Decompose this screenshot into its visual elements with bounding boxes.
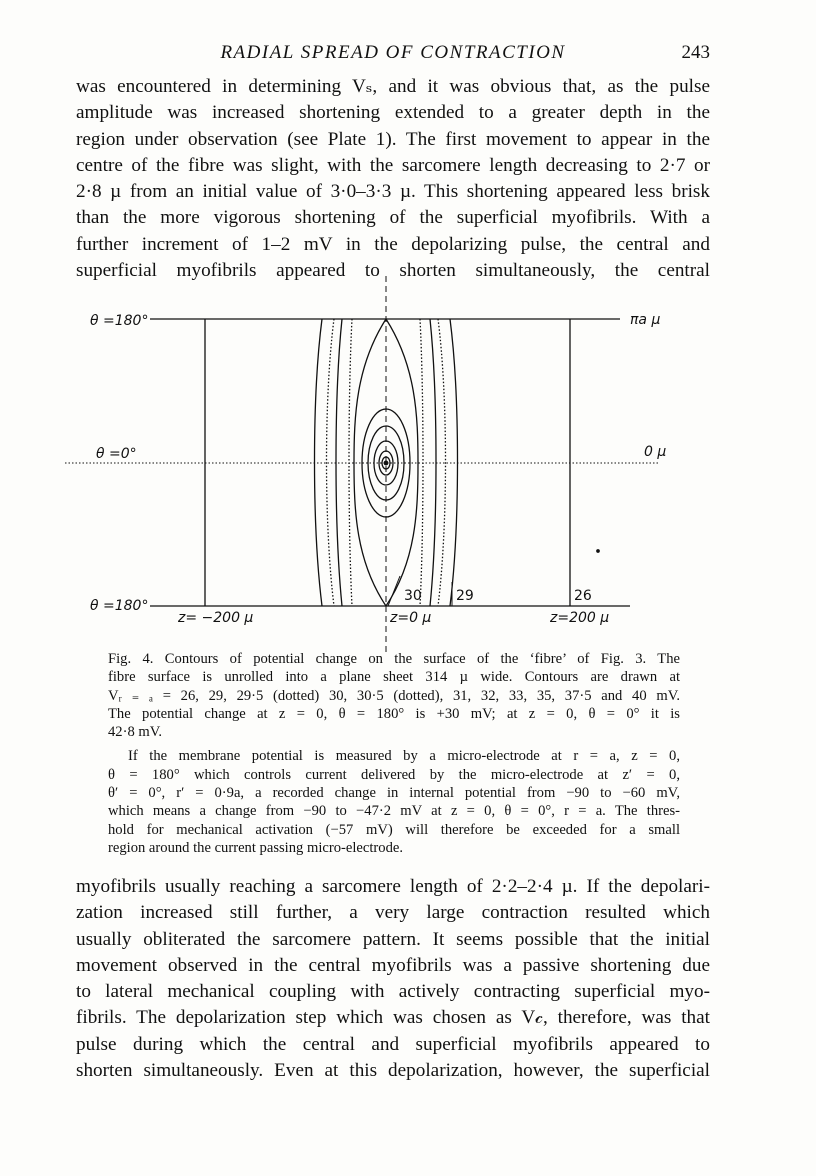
caption-line: Vᵣ ₌ ₐ = 26, 29, 29·5 (dotted) 30, 30·5 (dotted), 31, 32, 33, 35, 37·5 and 40 mV. (108, 687, 680, 704)
label-theta-0: θ =0° (96, 446, 137, 462)
caption-note-line: region around the current passing micro-electrode. (108, 839, 404, 856)
label-zero-micron: 0 µ (644, 444, 667, 460)
page-number: 243 (681, 42, 710, 63)
text-line: centre of the fibre was slight, with the sarcomere length decreasing to 2·7 or (76, 154, 710, 176)
text-line: myofibrils usually reaching a sarcomere length of 2·2–2·4 µ. If the depolari- (76, 876, 710, 897)
electrode-point (384, 461, 388, 465)
label-theta-180-top: θ =180° (90, 313, 149, 329)
text-line: than the more vigorous shortening of the superficial myofibrils. With a (76, 207, 710, 229)
caption-note-line: which means a change from −90 to −47·2 mV at z = 0, θ = 0°, r = a. The thres- (108, 803, 680, 820)
running-title: RADIAL SPREAD OF CONTRACTION (220, 42, 566, 63)
text-line: fibrils. The depolarization step which was chosen as V𝒸, therefore, was that (76, 1007, 710, 1029)
caption-note-line: If the membrane potential is measured by a micro-electrode at r = a, z = 0, (128, 748, 680, 765)
text-line: movement observed in the central myofibrils was a passive shortening due (76, 954, 710, 976)
label-z-zero: z=0 µ (390, 610, 432, 626)
text-line: region under observation (see Plate 1). The first movement to appear in the (76, 128, 710, 150)
figure-contour-plot (60, 276, 667, 652)
text-line: 2·8 µ from an initial value of 3·0–3·3 µ. This shortening appeared less brisk (76, 181, 710, 203)
text-line: amplitude was increased shortening extended to a greater depth in the (76, 102, 710, 124)
label-pi-a: πa µ (630, 312, 661, 328)
caption-note-line: hold for mechanical activation (−57 mV) will therefore be exceeded for a small (108, 821, 680, 838)
contour-label-29: 29 (456, 588, 474, 604)
stray-dot (597, 550, 599, 552)
text-line: zation increased still further, a very large contraction resulted which (76, 902, 710, 924)
text-line: to lateral mechanical coupling with actively contracting superficial myo- (76, 981, 710, 1003)
paragraph-bottom (76, 874, 710, 1084)
text-line: pulse during which the central and superficial myofibrils appeared to (76, 1033, 710, 1055)
text-line: further increment of 1–2 mV in the depolarizing pulse, the central and (76, 233, 710, 255)
figure-caption (108, 650, 680, 857)
caption-note-line: θ = 180° which controls current delivered by the micro-electrode at z′ = 0, (108, 766, 680, 783)
caption-note-line: θ′ = 0°, r′ = 0·9a, a recorded change in internal potential from −90 to −60 mV, (108, 785, 680, 802)
contour-label-26: 26 (574, 588, 592, 604)
text-line: shorten simultaneously. Even at this depolarization, however, the superficial (76, 1060, 710, 1082)
label-theta-180-bottom: θ =180° (90, 598, 149, 614)
contour-label-30: 30 (404, 588, 422, 604)
paragraph-top (76, 74, 710, 284)
caption-line: 42·8 mV. (108, 724, 163, 741)
contour-diagram (60, 276, 660, 652)
page-header (76, 42, 710, 70)
label-z-200: z=200 µ (550, 610, 610, 626)
label-tick-30 (388, 576, 400, 606)
caption-line: The potential change at z = 0, θ = 180° is +30 mV; at z = 0, θ = 0° it is (108, 705, 680, 722)
text-line: superficial myofibrils appeared to shorten simultaneously, the central (76, 260, 710, 282)
text-line: was encountered in determining Vₛ, and it was obvious that, as the pulse (76, 76, 710, 97)
caption-line: Fig. 4. Contours of potential change on the surface of the ‘fibre’ of Fig. 3. The (108, 651, 680, 667)
caption-line: fibre surface is unrolled into a plane sheet 314 µ wide. Contours are drawn at (108, 669, 680, 686)
label-z-minus-200: z= −200 µ (178, 610, 254, 626)
text-line: usually obliterated the sarcomere pattern. It seems possible that the initial (76, 928, 710, 950)
